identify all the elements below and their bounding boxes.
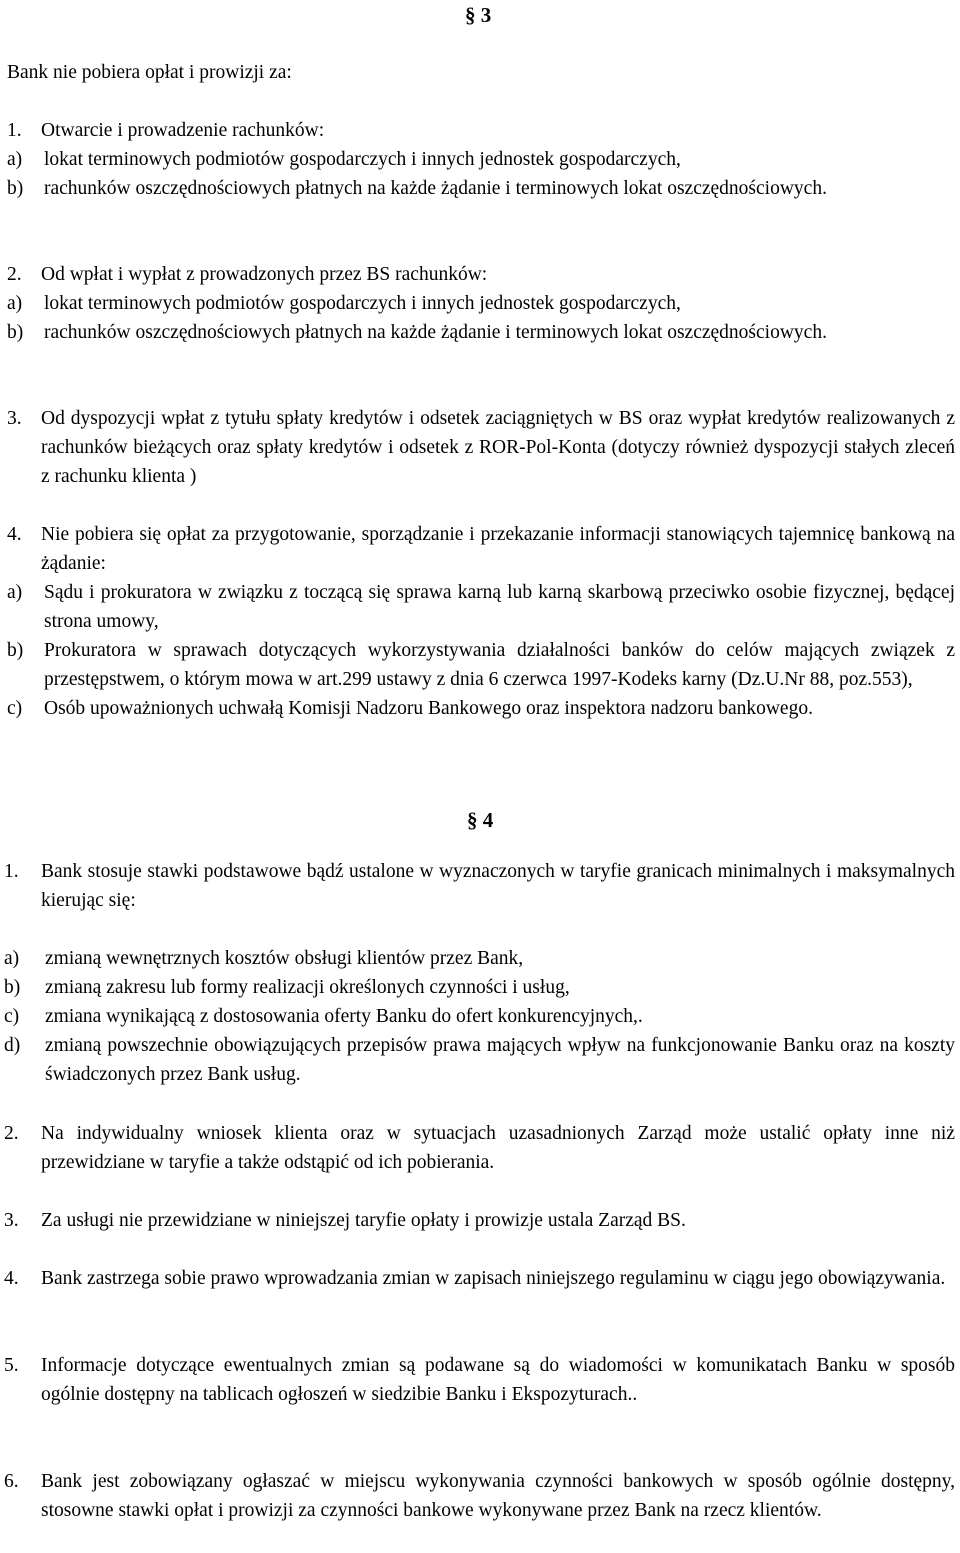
- item-text: Bank zastrzega sobie prawo wprowadzania zmian w zapisach niniejszego regulaminu w ciągu jego obowiązywania.: [41, 1268, 946, 1289]
- sub-item-text: Prokuratora w sprawach dotyczących wykorzystywania działalności banków do celów mających związek z przestępstwem, o którym mowa w art.299 ustawy z dnia 6 czerwca 1997-Kodeks karny (Dz.U.Nr 88, poz.553),: [44, 640, 955, 690]
- sub-item: [7, 636, 955, 694]
- sub-item-text: Osób upoważnionych uchwałą Komisji Nadzoru Bankowego oraz inspektora nadzoru bankowego.: [44, 698, 813, 719]
- sub-item-label: a): [7, 293, 23, 314]
- factor-item: [4, 1002, 955, 1031]
- section-4-item-2: [4, 1119, 955, 1177]
- item-text: Bank stosuje stawki podstawowe bądź ustalone w wyznaczonych w taryfie granicach minimalnych i maksymalnych kierując się:: [41, 861, 955, 911]
- factor-item: [4, 944, 955, 973]
- section-4-item-6: [4, 1467, 955, 1525]
- sub-item-text: rachunków oszczędnościowych płatnych na każde żądanie i terminowych lokat oszczędnościowych.: [44, 322, 827, 343]
- section-3-item-1: [7, 116, 955, 203]
- sub-item-label: a): [7, 582, 23, 603]
- sub-item-label: b): [7, 322, 24, 343]
- item-number: 2.: [7, 264, 22, 285]
- sub-item: [7, 694, 955, 723]
- factor-item: [4, 1031, 955, 1089]
- section-3-item-3: [7, 404, 955, 491]
- section-3-item-4: [7, 520, 955, 723]
- sub-item-label: b): [7, 178, 24, 199]
- item-number: 4.: [4, 1268, 19, 1289]
- item-text: Otwarcie i prowadzenie rachunków:: [41, 120, 325, 141]
- sub-item-text: Sądu i prokuratora w związku z toczącą się sprawa karną lub karną skarbową przeciwko osobie fizycznej, będącej strona umowy,: [44, 582, 955, 632]
- factor-label: d): [4, 1035, 21, 1056]
- item-number: 1.: [7, 120, 22, 141]
- factor-text: zmiana wynikającą z dostosowania oferty Banku do ofert konkurencyjnych,.: [45, 1006, 643, 1027]
- sub-item: [7, 318, 955, 347]
- sub-item: [7, 174, 955, 203]
- factor-label: b): [4, 977, 21, 998]
- factor-item: [4, 973, 955, 1002]
- section-3-intro: Bank nie pobiera opłat i prowizji za:: [7, 62, 292, 83]
- item-text: Od dyspozycji wpłat z tytułu spłaty kredytów i odsetek zaciągniętych w BS oraz wypłat kredytów realizowanych z rachunków bieżących oraz spłaty kredytów i odsetek z ROR-Pol-Konta (dotyczy również dyspozycji stałych zleceń z rachunku klienta ): [41, 408, 955, 487]
- section-3-heading: § 3: [465, 3, 492, 27]
- item-number: 2.: [4, 1123, 19, 1144]
- item-text: Nie pobiera się opłat za przygotowanie, sporządzanie i przekazanie informacji stanowiących tajemnicę bankową na żądanie:: [41, 524, 955, 574]
- factor-text: zmianą powszechnie obowiązujących przepisów prawa mających wpływ na funkcjonowanie Banku oraz na koszty świadczonych przez Bank usług.: [45, 1035, 955, 1085]
- section-4-item-4: [4, 1264, 955, 1293]
- item-number: 5.: [4, 1355, 19, 1376]
- factor-label: a): [4, 948, 20, 969]
- sub-item: [7, 145, 955, 174]
- sub-item-text: lokat terminowych podmiotów gospodarczych i innych jednostek gospodarczych,: [44, 149, 681, 170]
- section-3-item-2: [7, 260, 955, 347]
- item-number: 4.: [7, 524, 22, 545]
- factor-text: zmianą wewnętrznych kosztów obsługi klientów przez Bank,: [45, 948, 524, 969]
- section-4-factors-list: [4, 944, 955, 1089]
- factor-text: zmianą zakresu lub formy realizacji określonych czynności i usług,: [45, 977, 570, 998]
- sub-item-text: rachunków oszczędnościowych płatnych na każde żądanie i terminowych lokat oszczędnościowych.: [44, 178, 827, 199]
- item-text: Informacje dotyczące ewentualnych zmian są podawane są do wiadomości w komunikatach Banku w sposób ogólnie dostępny na tablicach ogłoszeń w siedzibie Banku i Ekspozyturach..: [41, 1355, 955, 1405]
- item-number: 1.: [4, 861, 19, 882]
- item-text: Na indywidualny wniosek klienta oraz w sytuacjach uzasadnionych Zarząd może ustalić opłaty inne niż przewidziane w taryfie a także odstąpić od ich pobierania.: [41, 1123, 955, 1173]
- sub-item-label: a): [7, 149, 23, 170]
- section-4-heading: § 4: [467, 808, 494, 832]
- item-number: 6.: [4, 1471, 19, 1492]
- section-4-item-1: [4, 857, 955, 915]
- section-4-item-3: [4, 1206, 955, 1235]
- item-text: Za usługi nie przewidziane w niniejszej taryfie opłaty i prowizje ustala Zarząd BS.: [41, 1210, 686, 1231]
- sub-item-text: lokat terminowych podmiotów gospodarczych i innych jednostek gospodarczych,: [44, 293, 681, 314]
- factor-label: c): [4, 1006, 20, 1027]
- item-number: 3.: [4, 1210, 19, 1231]
- section-4-item-5: [4, 1351, 955, 1409]
- sub-item-label: b): [7, 640, 24, 661]
- sub-item-label: c): [7, 698, 23, 719]
- item-text: Od wpłat i wypłat z prowadzonych przez BS rachunków:: [41, 264, 488, 285]
- item-text: Bank jest zobowiązany ogłaszać w miejscu wykonywania czynności bankowych w sposób ogólnie dostępny, stosowne stawki opłat i prowizji za czynności bankowe wykonywane przez Bank na rzecz klientów.: [41, 1471, 955, 1521]
- sub-item: [7, 578, 955, 636]
- item-number: 3.: [7, 408, 22, 429]
- sub-item: [7, 289, 955, 318]
